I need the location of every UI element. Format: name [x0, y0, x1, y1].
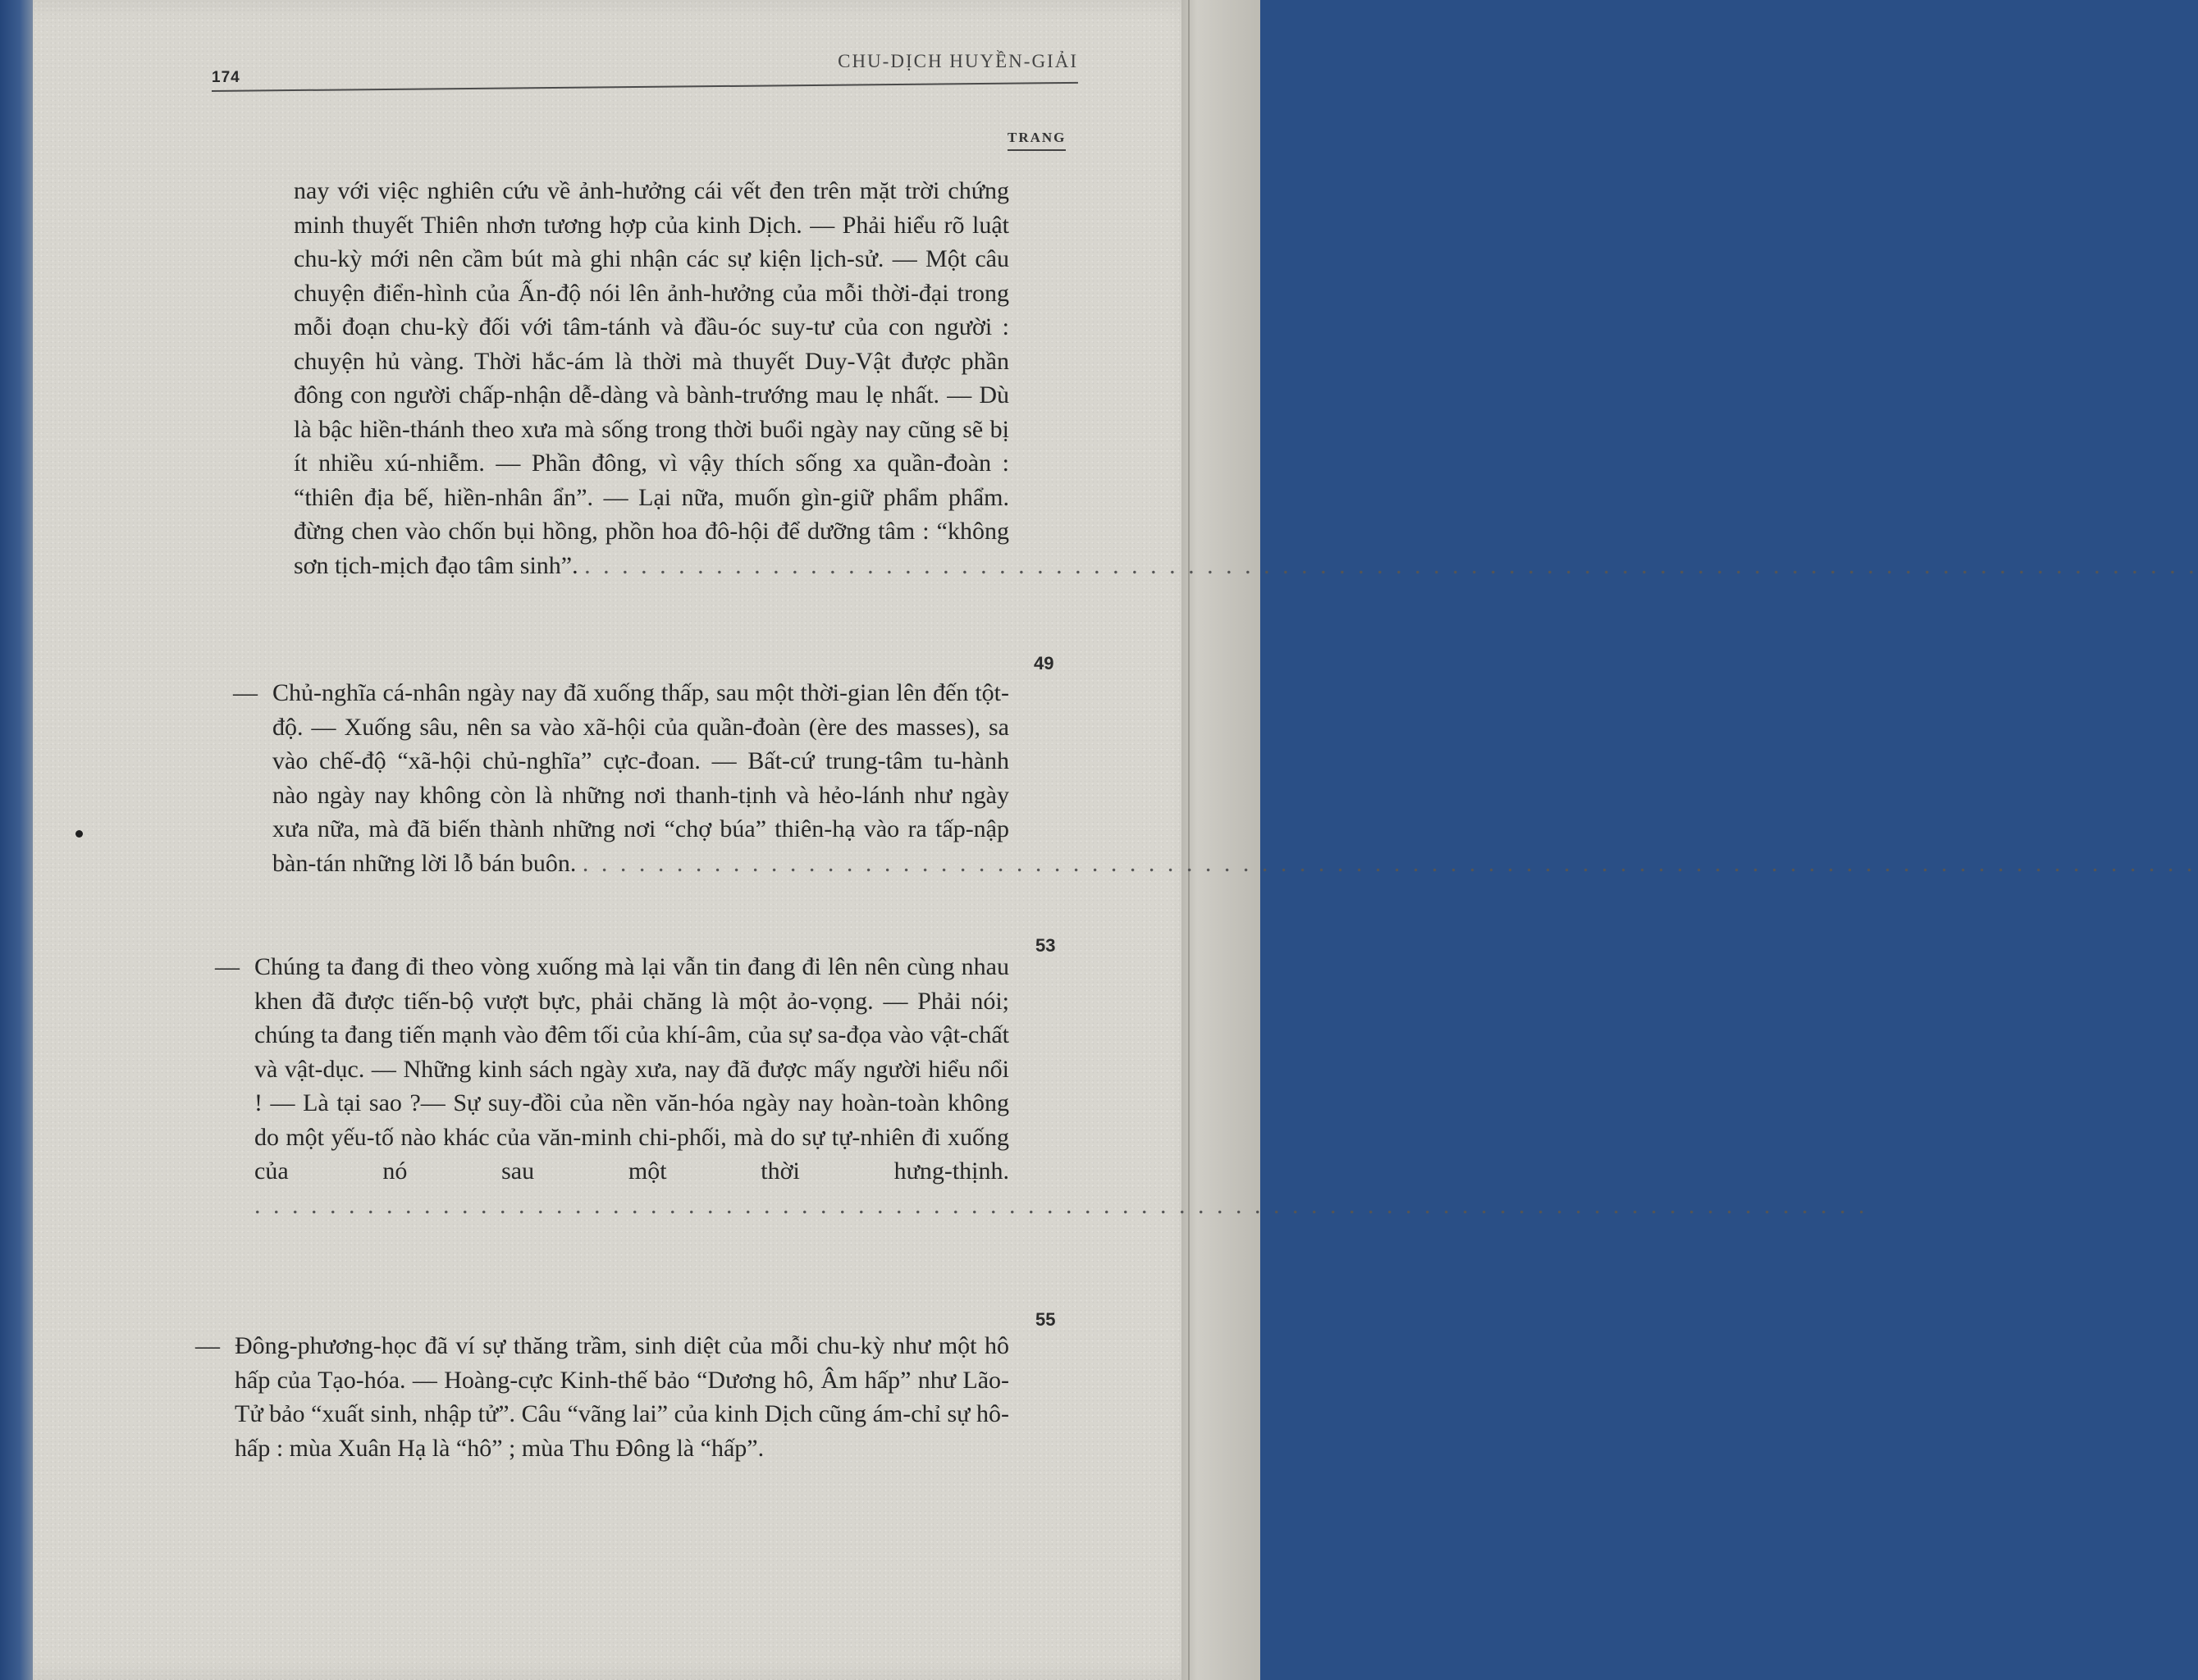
toc-entry-text: Đông-phương-học đã ví sự thăng trầm, sinh diệt của mỗi chu-kỳ như một hô hấp của Tạo-hóa. — Hoàng-cực Kinh-thế bảo “Dương hô, Âm hấp” như Lão-Tử bảo “xuất sinh, nhập tử”. Câu “vãng lai” của kinh Dịch cũng ám-chỉ sự hô-hấp : mùa Xuân Hạ là “hô” ; mùa Thu Đông là “hấp”. [235, 1332, 1009, 1462]
toc-page-ref: 55 [1035, 1309, 1056, 1330]
book-title: CHU-DỊCH HUYỀN-GIẢI [838, 51, 1078, 71]
entry-dash: — [195, 1332, 220, 1359]
toc-entry-text: Chủ-nghĩa cá-nhân ngày nay đã xuống thấp, sau một thời-gian lên đến tột-độ. — Xuống sâu, nên sa vào xã-hội của quần-đoàn (ère des masses), sa vào chế-độ “xã-hội chủ-nghĩa” cực-đoan. — Bất-cứ trung-tâm tu-hành nào ngày nay không còn là những nơi thanh-tịnh và hẻo-lánh như ngày xưa nữa, mà đã biến thành những nơi “chợ búa” thiên-hạ vào ra tấp-nập bàn-tán những lời lỗ bán buôn. [272, 679, 1009, 877]
toc-entry-4 [195, 1329, 1009, 1465]
page-number: 174 [212, 69, 240, 86]
dot-leader: . . . . . . . . . . . . . . . . . . . . . . . . . . . . . . . . . . . . . . . . . . . . . . . . . . . . . . . . . . . . . . . . . . . . . . . . . . . . . . . . . . . . . . [584, 551, 2198, 579]
toc-entry-text: nay với việc nghiên cứu về ảnh-hưởng cái vết đen trên mặt trời chứng minh thuyết Thiên nhơn tương hợp của kinh Dịch. — Phải hiểu rõ luật chu-kỳ mới nên cầm bút mà ghi nhận các sự kiện lịch-sử. — Một câu chuyện điển-hình của Ấn-độ nói lên ảnh-hưởng của mỗi thời-đại trong mỗi đoạn chu-kỳ đối với tâm-tánh và đầu-óc suy-tư của con người : chuyện hủ vàng. Thời hắc-ám là thời mà thuyết Duy-Vật được phần đông con người chấp-nhận dễ-dàng và bành-trướng mau lẹ nhất. — Dù là bậc hiền-thánh theo xưa mà sống trong thời buổi ngày nay cũng sẽ bị ít nhiều xú-nhiễm. — Phần đông, vì vậy thích sống xa quần-đoàn : “thiên địa bế, hiền-nhân ẩn”. — Lại nữa, muốn gìn-giữ phẩm phẩm. đừng chen vào chốn bụi hồng, phồn hoa đô-hội để dưỡng tâm : “không sơn tịch-mịch đạo tâm sinh”. [294, 177, 1009, 579]
entry-dash: — [233, 679, 258, 706]
page-column-label: TRANG [1008, 130, 1066, 151]
dot-leader: . . . . . . . . . . . . . . . . . . . . . . . . . . . . . . . . . . . . . . . . . . . . . . . . . . . . . . . . . . . . . . . . . . . . . . . . . . . . . . . . . . . . . . [254, 1191, 1868, 1219]
dot-leader: . . . . . . . . . . . . . . . . . . . . . . . . . . . . . . . . . . . . . . . . . . . . . . . . . . . . . . . . . . . . . . . . . . . . . . . . . . . . . . . . . . . . . . [582, 849, 2196, 877]
toc-entry-text: Chúng ta đang đi theo vòng xuống mà lại vẫn tin đang đi lên nên cùng nhau khen đã được tiến-bộ vượt bực, phải chăng là một ảo-vọng. — Phải nói; chúng ta đang tiến mạnh vào đêm tối của khí-âm, của sự sa-đọa vào vật-chất và vật-dục. — Những kinh sách ngày xưa, nay đã được mấy người hiểu nổi ! — Là tại sao ?— Sự suy-đồi của nền văn-hóa ngày nay hoàn-toàn không do một yếu-tố nào khác của văn-minh chi-phối, mà do sự tự-nhiên đi xuống của nó sau một thời hưng-thịnh. [254, 953, 1009, 1185]
toc-page-ref: 53 [1035, 935, 1056, 956]
toc-entry-1 [294, 174, 2198, 582]
toc-entry-3 [215, 950, 1868, 1222]
entry-dash: — [215, 953, 240, 980]
toc-page-ref: 49 [1034, 653, 1054, 673]
ink-speck [75, 830, 83, 838]
toc-entry-2 [233, 676, 2196, 880]
